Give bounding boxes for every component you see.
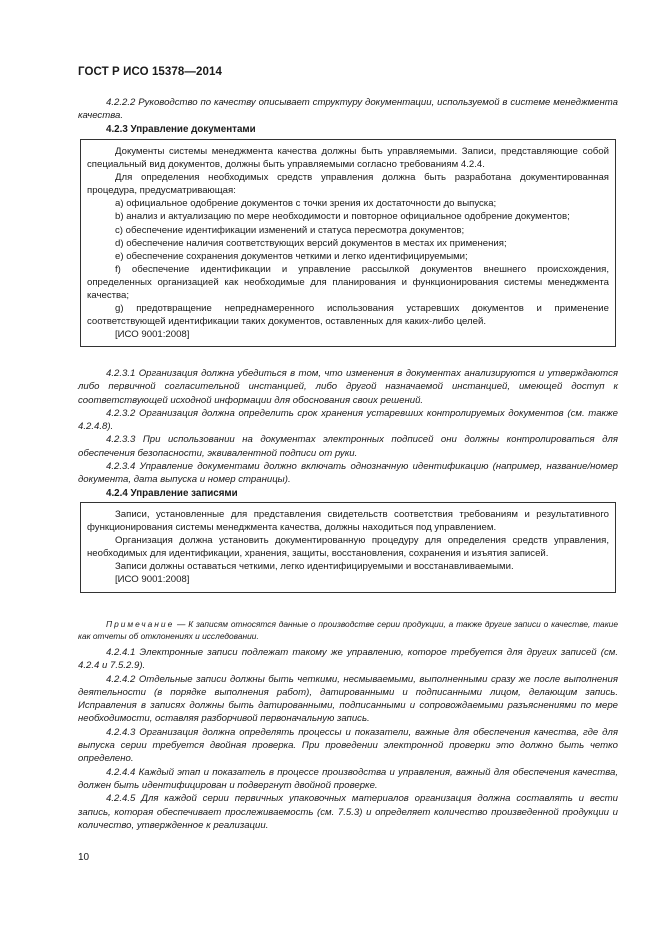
box-paragraph: Записи, установленные для представления свидетельств соответствия требованиям и результативного функционирования системы менеджмента качества, должны находиться под управлением. — [87, 509, 609, 534]
clause-4-2-4-4: 4.2.4.4 Каждый этап и показатель в процессе производства и управления, важный для обеспечения качества, должен быть идентифицирован и подвергнут двойной проверке. — [78, 766, 618, 791]
clauses-4-2-3-x — [78, 367, 618, 500]
box-paragraph: Документы системы менеджмента качества должны быть управляемыми. Записи, представляющие собой специальный вид документов, должны быть управляемыми согласно требованиям 4.2.4. — [87, 146, 609, 171]
clause-text: 4.2.2.2 Руководство по качеству описывает структуру документации, используемой в системе менеджмента качества. — [78, 97, 618, 122]
list-item-g: g) предотвращение непреднамеренного использования устаревших документов и применение соответствующей идентификации таких документов, оставленных для каких-либо целей. — [87, 303, 609, 328]
document-header-title: ГОСТ Р ИСО 15378—2014 — [78, 66, 223, 78]
clause-4-2-4-1: 4.2.4.1 Электронные записи подлежат такому же управлению, которое требуется для других записей (см. 4.2.4 и 7.5.2.9). — [78, 647, 618, 672]
list-item-c: c) обеспечение идентификации изменений и статуса пересмотра документов; — [115, 224, 465, 236]
note-text — [78, 618, 618, 642]
note-label: Примечание — [106, 619, 175, 629]
list-item-f: f) обеспечение идентификации и управление рассылкой документов внешнего происхождения, определенных организацией как необходимые для планирования и функционирования системы менеджмента качества; — [87, 263, 609, 302]
iso-9001-quote-box-documents — [80, 139, 616, 347]
box-paragraph: Для определения необходимых средств управления должна быть разработана документированная процедура, предусматривающая: — [87, 172, 609, 197]
list-item-e: e) обеспечение сохранения документов четкими и легко идентифицируемыми; — [115, 250, 468, 262]
clause-4-2-3-2: 4.2.3.2 Организация должна определить срок хранения устаревших контролируемых документов (см. также 4.2.4.8). — [78, 407, 618, 433]
clause-4-2-4-5: 4.2.4.5 Для каждой серии первичных упаковочных материалов организация должна составлять и вести запись, которая обеспечивает прослеживаемость (см. 7.5.3) и определяет количество произведенной продукции и количество, утвержденное к реализации. — [78, 793, 618, 831]
box-paragraph: Записи должны оставаться четкими, легко идентифицируемыми и восстанавливаемыми. — [115, 561, 514, 573]
section-heading-4-2-4: 4.2.4 Управление записями — [106, 487, 238, 499]
iso-9001-quote-box-records — [80, 502, 616, 593]
note-body: — К записям относятся данные о производстве серии продукции, а также другие записи о качестве, такие как отчеты об отклонениях и исследовании. — [78, 619, 618, 641]
page-number: 10 — [78, 852, 90, 863]
clauses-4-2-4-x — [78, 646, 618, 832]
list-item-a: a) официальное одобрение документов с точки зрения их достаточности до выпуска; — [115, 198, 497, 210]
reference-citation: [ИСО 9001:2008] — [115, 574, 190, 586]
reference-citation: [ИСО 9001:2008] — [115, 329, 190, 341]
clause-4-2-3-1: 4.2.3.1 Организация должна убедиться в том, что изменения в документах анализируются и утверждаются либо первичной согласительной инстанцией, либо другой назначаемой инстанцией, имеющей доступ к соответствующей исходной информации для обоснования своих решений. — [78, 368, 618, 406]
section-heading-4-2-3: 4.2.3 Управление документами — [106, 123, 256, 135]
box-paragraph: Организация должна установить документированную процедуру для определения средств управления, необходимых для идентификации, хранения, защиты, восстановления, сохранения и изъятия записей. — [87, 535, 609, 560]
clause-4-2-2-2 — [78, 96, 618, 136]
list-item-d: d) обеспечение наличия соответствующих версий документов в местах их применения; — [115, 237, 507, 249]
clause-4-2-4-3: 4.2.4.3 Организация должна определять процессы и показатели, важные для обеспечения качества, где для выпуска серии требуется двойная проверка. При проведении электронной проверки это должно быть четко определено. — [78, 726, 618, 765]
clause-4-2-3-4: 4.2.3.4 Управление документами должно включать однозначную идентификацию (например, название/номер документа, дата выпуска и номер страницы). — [78, 461, 618, 486]
clause-4-2-4-2: 4.2.4.2 Отдельные записи должны быть четкими, несмываемыми, выполненными сразу же после выполнения деятельности (в порядке выполнения работ), датированными и подписанными лицом, делающим запись. Исправления в записях должны быть датированными, подписанными и сопровождаемыми разъяснениями по мере необходимости, оставляя разборчивой первоначальную запись. — [78, 673, 618, 725]
list-item-b: b) анализ и актуализацию по мере необходимости и повторное официальное одобрение документов; — [115, 211, 570, 223]
note-block — [78, 618, 618, 642]
clause-4-2-3-3: 4.2.3.3 При использовании на документах электронных подписей они должны контролироваться для обеспечения безопасности, эквивалентной подписи от руки. — [78, 434, 618, 459]
